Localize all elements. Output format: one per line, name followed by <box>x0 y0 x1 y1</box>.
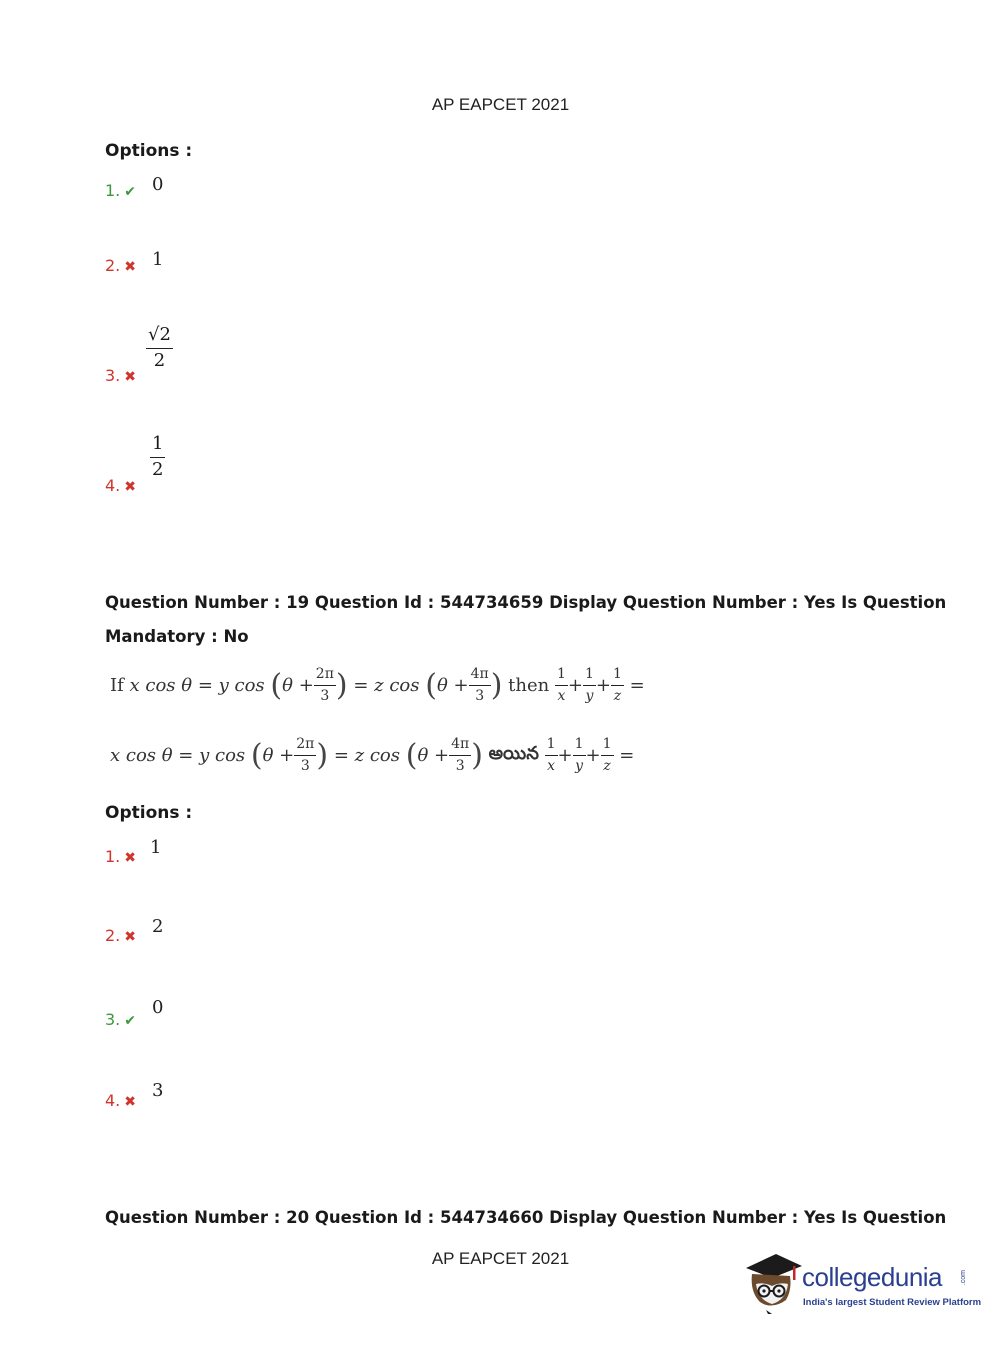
brand-tagline: India's largest Student Review Platform <box>803 1297 982 1308</box>
option-number: 4. <box>105 1091 121 1110</box>
cross-icon: ✖ <box>124 259 136 275</box>
plus-sign: + <box>567 674 583 696</box>
cross-icon: ✖ <box>124 369 136 385</box>
question-meta-line: Question Number : 20 Question Id : 544734660 Display Question Number : Yes Is Question <box>105 1208 947 1227</box>
cross-icon: ✖ <box>124 850 136 866</box>
cross-icon: ✖ <box>124 1094 136 1110</box>
fraction-numerator: 4π <box>449 736 471 755</box>
question-meta-line: Question Number : 19 Question Id : 544734659 Display Question Number : Yes Is Question <box>105 593 947 612</box>
collegedunia-mascot-icon <box>742 1248 804 1314</box>
equation-lhs: x cos θ = y cos <box>110 744 246 766</box>
equation-mid: = z cos <box>353 674 420 696</box>
brand-tld: .com <box>960 1270 967 1286</box>
option-number: 4. <box>105 476 121 495</box>
plus-sign: + <box>585 744 601 766</box>
question-text-telugu: x cos θ = y cos ( θ + $\frac{2\pi}{3}$ ) = z cos ( θ + $\frac{4\pi}{3}$ ) అయిన $\frac{1}{x}$ + $\frac{1}{y}$ + $\frac{1}{z}$ = <box>110 736 635 774</box>
cross-icon: ✖ <box>124 479 136 495</box>
fraction-numerator: 1 <box>573 736 586 755</box>
if-word: If <box>110 674 124 696</box>
equation-inner: θ + <box>417 744 450 766</box>
page-header: AP EAPCET 2021 <box>431 95 570 114</box>
cross-icon: ✖ <box>124 929 136 945</box>
options-label: Options : <box>105 141 193 161</box>
check-icon: ✔ <box>124 1013 136 1029</box>
fraction-denominator: 2 <box>152 458 164 480</box>
option-value: 1 <box>152 249 164 270</box>
option-value: 1 <box>150 837 162 858</box>
question-text-english: If x cos θ = y cos ( θ + $\frac{2\pi}{3}$ ) = z cos ( θ + $\frac{4\pi}{3}$ ) then $\frac{1}{x}$ + $\frac{1}{y}$ + $\frac{1}{z}$ = <box>110 666 645 704</box>
equation-mid: = z cos <box>333 744 400 766</box>
option-1[interactable] <box>105 181 136 200</box>
fraction-denominator: y <box>585 687 594 704</box>
fraction-numerator: 1 <box>611 666 624 685</box>
options-label: Options : <box>105 803 193 823</box>
option-value-fraction <box>150 434 165 480</box>
equation-inner: θ + <box>262 744 295 766</box>
fraction-denominator: 3 <box>475 687 485 704</box>
fraction-denominator: 3 <box>320 687 330 704</box>
fraction-numerator: 1 <box>583 666 596 685</box>
option-value: 0 <box>152 997 164 1018</box>
option-number: 3. <box>105 1010 121 1029</box>
option-number: 2. <box>105 256 121 275</box>
check-icon: ✔ <box>124 184 136 200</box>
fraction-numerator: 1 <box>555 666 568 685</box>
option-3[interactable] <box>105 1010 136 1029</box>
equals-sign: = <box>619 744 635 766</box>
option-value: 3 <box>152 1080 164 1101</box>
fraction-denominator: z <box>613 687 622 704</box>
fraction-denominator: z <box>603 757 611 774</box>
option-value-fraction <box>146 325 173 371</box>
option-2[interactable] <box>105 256 136 275</box>
equation-inner: θ + <box>282 674 314 696</box>
brand-name: collegedunia <box>802 1262 943 1292</box>
option-4[interactable] <box>105 1091 136 1110</box>
fraction-denominator: y <box>575 757 584 774</box>
fraction-numerator: 4π <box>469 666 491 685</box>
option-2[interactable] <box>105 926 136 945</box>
fraction-numerator: 1 <box>601 736 614 755</box>
equation-inner: θ + <box>436 674 469 696</box>
fraction-denominator: 2 <box>153 349 166 371</box>
fraction-denominator: x <box>547 757 555 774</box>
option-number: 2. <box>105 926 121 945</box>
option-number: 1. <box>105 181 121 200</box>
fraction-numerator: 1 <box>545 736 558 755</box>
option-value: 2 <box>152 916 164 937</box>
fraction-denominator: 3 <box>300 757 310 774</box>
option-4[interactable] <box>105 476 136 495</box>
plus-sign: + <box>557 744 573 766</box>
equation-lhs: x cos θ = y cos <box>129 674 265 696</box>
fraction-denominator: 3 <box>455 757 465 774</box>
page-footer: AP EAPCET 2021 <box>431 1249 570 1268</box>
equals-sign: = <box>629 674 645 696</box>
then-word-telugu: అయిన <box>488 742 539 764</box>
option-number: 1. <box>105 847 121 866</box>
option-number: 3. <box>105 366 121 385</box>
fraction-numerator: 2π <box>294 736 316 755</box>
fraction-denominator: x <box>557 687 566 704</box>
fraction-numerator: 1 <box>150 434 165 458</box>
option-value: 0 <box>152 174 164 195</box>
option-1[interactable] <box>105 847 136 866</box>
fraction-numerator: 2π <box>314 666 336 685</box>
question-mandatory-line: Mandatory : No <box>105 627 249 646</box>
plus-sign: + <box>595 674 612 696</box>
then-word: then <box>508 674 550 696</box>
fraction-numerator: √2 <box>146 325 173 349</box>
option-3[interactable] <box>105 366 136 385</box>
